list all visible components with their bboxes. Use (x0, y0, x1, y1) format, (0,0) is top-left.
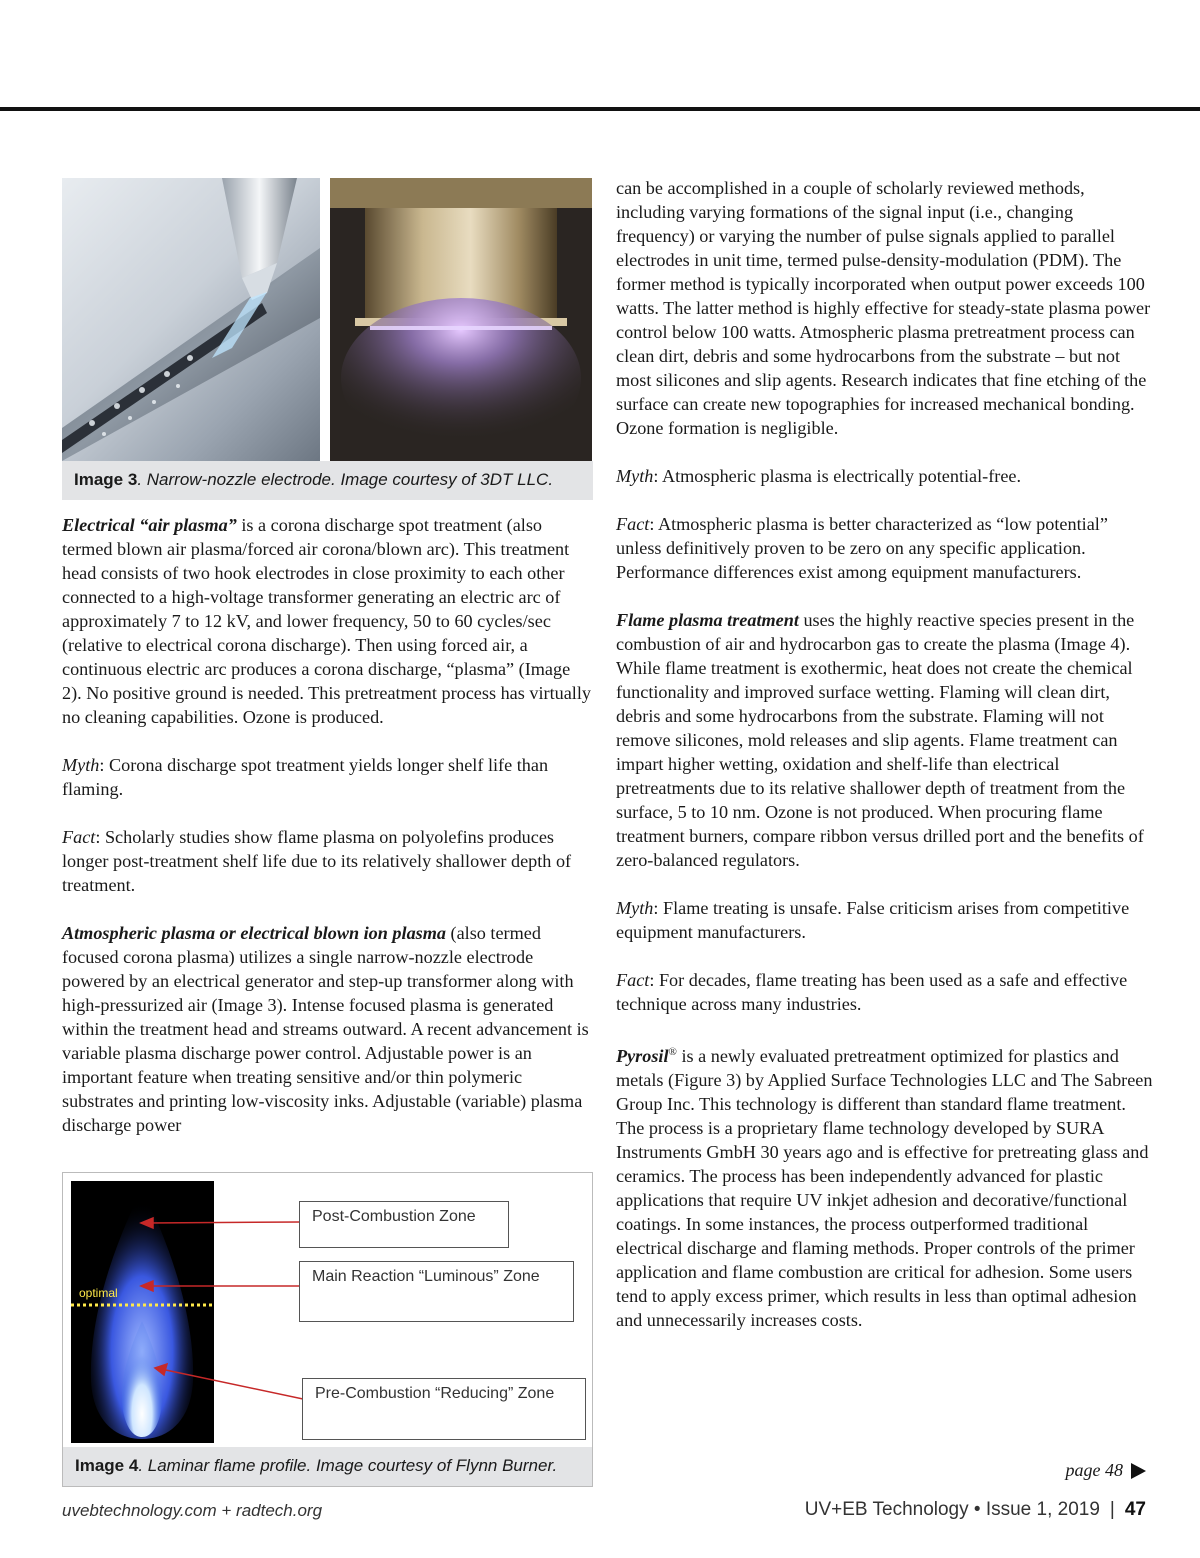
myth-1-text: : Corona discharge spot treatment yields longer shelf life than flaming. (62, 755, 549, 799)
footer-publication (805, 1499, 1146, 1521)
paragraph-pyrosil (616, 1040, 1156, 1332)
myth-2-text: : Atmospheric plasma is electrically potential-free. (653, 466, 1022, 486)
paragraph-myth-3 (616, 896, 1156, 944)
registered-mark: ® (668, 1046, 677, 1058)
paragraph-fact-2 (616, 512, 1156, 584)
paragraph-flame-plasma (616, 608, 1156, 872)
myth-3-text: : Flame treating is unsafe. False criticism arises from competitive equipment manufacturers. (616, 898, 1130, 942)
image-4-figure (62, 1172, 593, 1487)
plasma-discharge-photo (330, 178, 592, 461)
lead-air-plasma: Electrical “air plasma” (62, 515, 237, 535)
narrow-nozzle-electrode-photo (62, 178, 320, 461)
paragraph-atmospheric-plasma (62, 921, 593, 1137)
image-3-caption-text: . Narrow-nozzle electrode. Image courtesy of 3DT LLC. (137, 470, 554, 489)
myth-1-label: Myth (62, 755, 100, 775)
main-reaction-zone-label: Main Reaction “Luminous” Zone (299, 1261, 574, 1322)
image-4-caption-label: Image 4 (75, 1456, 139, 1475)
image-4-caption (63, 1447, 592, 1486)
image-4-caption-text: . Laminar flame profile. Image courtesy of Flynn Burner. (138, 1456, 558, 1475)
footer-separator: | (1109, 1499, 1115, 1520)
paragraph-air-plasma (62, 513, 593, 729)
left-column (62, 178, 593, 1137)
continued-on-page-link[interactable] (1066, 1460, 1147, 1481)
right-column (616, 176, 1156, 1332)
myth-3-label: Myth (616, 898, 654, 918)
page-number: 47 (1124, 1499, 1146, 1520)
fact-1-text: : Scholarly studies show flame plasma on polyolefins produces longer post-treatment shelf life due to its relatively shallower depth of treatment. (62, 827, 572, 895)
image-3-caption (62, 461, 593, 500)
paragraph-pdm (616, 176, 1156, 440)
text-pyrosil: is a newly evaluated pretreatment optimized for plastics and metals (Figure 3) by Applied Surface Technologies LLC and The Sabreen Group Inc. This technology is different than standard flame treatment. The process is a proprietary flame technology developed by SURA Instruments GmbH 30 years ago and is effective for pretreating glass and ceramics. The process has been independently advanced for plastic applications that require UV inkjet adhesion and decorative/functional coatings. In some instances, the process outperformed traditional electrical discharge and flaming methods. Proper controls of the primer application and flame combustion are critical for adhesion. Some users tend to apply excess primer, which results in less than optimal adhesion and unnecessarily increases costs. (616, 1046, 1153, 1331)
fact-3-text: : For decades, flame treating has been used as a safe and effective technique across many industries. (616, 970, 1128, 1014)
paragraph-myth-2 (616, 464, 1156, 488)
paragraph-fact-3 (616, 968, 1156, 1016)
text-pdm: can be accomplished in a couple of scholarly reviewed methods, including varying formations of the signal input (i.e., changing frequency) or varying the number of pulse signals applied to parallel electrodes in unit time, termed pulse-density-modulation (PDM). The former method is typically incorporated when output power exceeds 100 watts. The latter method is highly effective for steady-state plasma power control below 100 watts. Atmospheric plasma pretreatment process can clean dirt, debris and some hydrocarbons from the substrate – but not most silicones and slip agents. Research indicates that fine etching of the surface can create new topographies for increased mechanical bonding. Ozone formation is negligible. (616, 178, 1151, 438)
post-combustion-zone-label: Post-Combustion Zone (299, 1201, 509, 1248)
optimal-label: optimal (79, 1286, 118, 1300)
paragraph-fact-1 (62, 825, 593, 897)
image-3-caption-label: Image 3 (74, 470, 138, 489)
lead-atmospheric-plasma: Atmospheric plasma or electrical blown ion plasma (62, 923, 446, 943)
lead-pyrosil: Pyrosil (616, 1046, 669, 1067)
fact-1-label: Fact (62, 827, 96, 847)
footer-publication-title: UV+EB Technology • Issue 1, 2019 (804, 1499, 1100, 1520)
pre-combustion-zone-label: Pre-Combustion “Reducing” Zone (302, 1378, 586, 1440)
footer-websites: uvebtechnology.com + radtech.org (62, 1501, 323, 1520)
continued-on-page-text: page 48 (1065, 1460, 1123, 1480)
text-flame-plasma: uses the highly reactive species present in the combustion of air and hydrocarbon gas to create the plasma (Image 4). While flame treatment is exothermic, heat does not create the chemical functionality and improved surface wetting. Flaming will clean dirt, debris and some hydrocarbons from the substrate. Flaming will not remove silicones, mold releases and slip agents. Flame treatment can impart higher wetting, oxidation and shelf-life than electrical pretreatments due to its relative shallower depth of treatment from the surface, 5 to 10 nm. Ozone is not produced. When procuring flame treatment burners, compare ribbon versus drilled port and the benefits of zero-balanced regulators. (616, 610, 1144, 870)
fact-2-label: Fact (616, 514, 650, 534)
paragraph-myth-1 (62, 753, 593, 801)
text-air-plasma: is a corona discharge spot treatment (also termed blown air plasma/forced air corona/blown arc). This treatment head consists of two hook electrodes in close proximity to each other connected to a high-voltage transformer generating an electric arc of approximately 7 to 12 kV, and lower frequency, 50 to 60 cycles/sec (relative to electrical corona discharge). Then using forced air, a continuous electric arc produces a corona discharge, “plasma” (Image 2). No positive ground is needed. This pretreatment process has virtually no cleaning capabilities. Ozone is produced. (62, 515, 592, 727)
fact-3-label: Fact (616, 970, 650, 990)
myth-2-label: Myth (616, 466, 654, 486)
lead-flame-plasma: Flame plasma treatment (616, 610, 799, 630)
image-3-photos (62, 178, 593, 461)
fact-2-text: : Atmospheric plasma is better characterized as “low potential” unless definitively proven to be zero on any specific application. Performance differences exist among equipment manufacturers. (616, 514, 1108, 582)
play-arrow-icon (1131, 1463, 1146, 1479)
top-rule (0, 107, 1200, 111)
text-atmospheric-plasma: (also termed focused corona plasma) utilizes a single narrow-nozzle electrode powered by an electrical generator and step-up transformer along with high-pressurized air (Image 3). Intense focused plasma is generated within the treatment head and streams outward. A recent advancement is variable plasma discharge power control. Adjustable power is an important feature when treating sensitive and/or thin polymeric substrates and printing low-viscosity inks. Adjustable (variable) plasma discharge power (62, 923, 589, 1135)
